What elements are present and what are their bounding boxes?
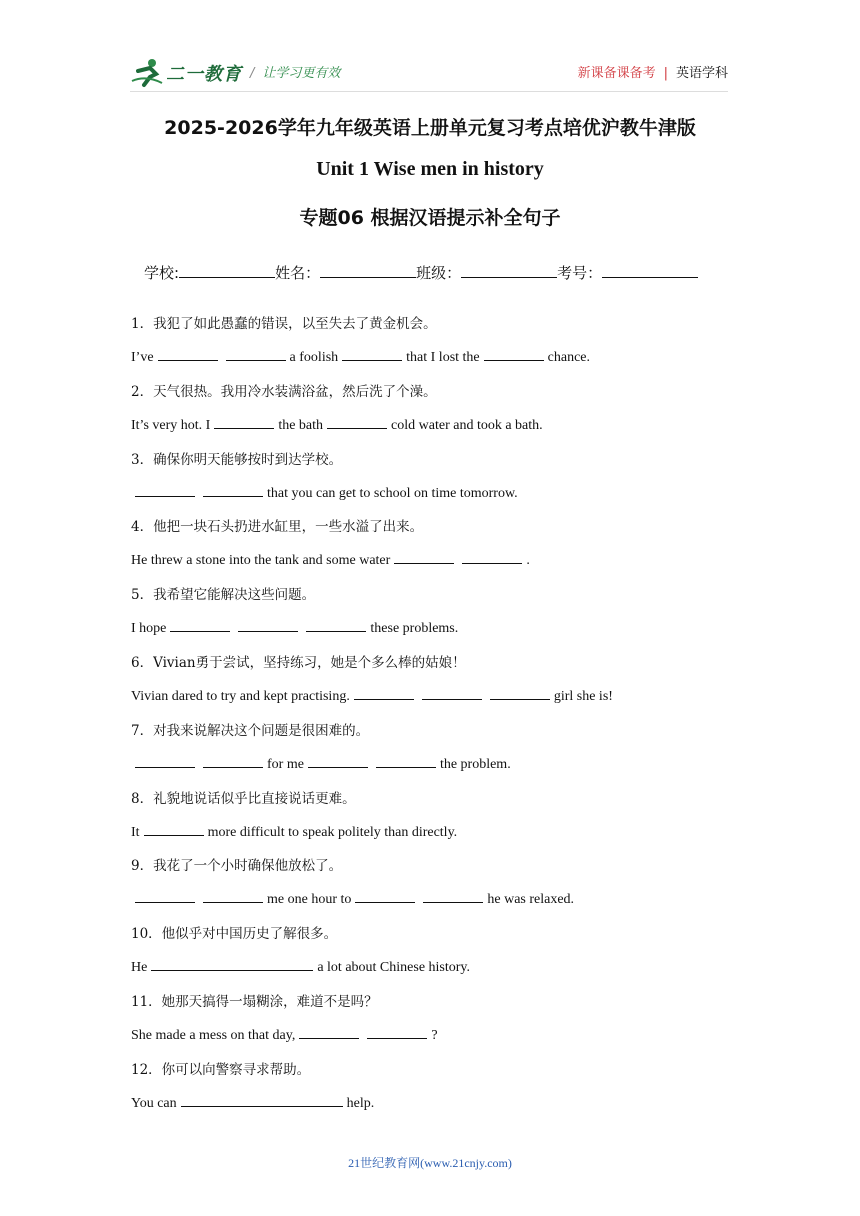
sentence-text: You can [131,1096,177,1111]
slogan-slash: / [250,66,255,81]
answer-blank[interactable] [423,890,483,903]
slogan-text: 让学习更有效 [262,66,341,81]
answer-blank[interactable] [203,890,263,903]
sentence-text: a lot about Chinese history. [317,960,471,975]
sentence-text: It [131,825,140,840]
question-4-chinese: 4．他把一块石头扔进水缸里，一些水溢了出来。 [131,519,424,535]
sentence-text: girl she is! [553,689,613,704]
question-5-chinese: 5．我希望它能解决这些问题。 [131,587,316,603]
sentence-text: that you can get to school on time tomorrow. [267,486,518,501]
sentence-text: the problem. [439,757,511,772]
question-1-english [131,348,590,368]
sentence-text: cold water and took a bath. [391,418,543,433]
question-10-chinese: 10．他似乎对中国历史了解很多。 [131,926,338,942]
sentence-text: It’s very hot. I [131,418,211,433]
question-5-english [131,619,458,639]
class-label: 班级： [416,264,462,282]
number-label: 考号： [557,264,603,282]
question-2-chinese: 2．天气很热。我用冷水装满浴盆，然后洗了个澡。 [131,384,437,400]
question-9-english [131,890,574,910]
number-blank[interactable] [602,263,698,278]
answer-blank[interactable] [299,1026,359,1039]
answer-blank[interactable] [354,687,414,700]
answer-blank[interactable] [484,348,544,361]
logo-text: 二一教育 [166,64,242,85]
name-blank[interactable] [320,263,416,278]
slogan [250,62,340,81]
answer-blank[interactable] [367,1026,427,1039]
doc-title: 2025-2026学年九年级英语上册单元复习考点培优沪教牛津版 [164,117,696,139]
answer-blank[interactable] [170,619,230,632]
question-12-chinese: 12．你可以向警察寻求帮助。 [131,1062,311,1078]
unit-title: Unit 1 Wise men in history [316,158,544,180]
header-right [578,62,728,81]
topic-title: 专题06 根据汉语提示补全句子 [299,207,561,229]
sentence-text: Vivian dared to try and kept practising. [131,689,350,704]
answer-blank[interactable] [151,958,313,971]
question-2-english [131,416,543,436]
runner-logo-icon [130,57,164,89]
sentence-text: chance. [547,350,591,365]
logo [130,56,242,90]
question-1-chinese: 1．我犯了如此愚蠢的错误，以至失去了黄金机会。 [131,316,437,332]
sentence-text: a foolish [289,350,339,365]
school-label: 学校: [144,264,180,282]
question-3-chinese: 3．确保你明天能够按时到达学校。 [131,452,343,468]
header-tag: 新课备课备考 [577,66,656,81]
answer-blank[interactable] [135,755,195,768]
answer-blank[interactable] [238,619,298,632]
header-divider [130,91,728,92]
sentence-text: I hope [131,621,167,636]
question-8-english [131,823,457,843]
answer-blank[interactable] [490,687,550,700]
answer-blank[interactable] [226,348,286,361]
sentence-text: help. [346,1096,375,1111]
page-footer: 21世纪教育网(www.21cnjy.com) [348,1156,512,1170]
header-separator: | [663,66,668,81]
sentence-text: ? [431,1028,438,1043]
question-6-english [131,687,613,707]
question-10-english [131,958,470,978]
answer-blank[interactable] [342,348,402,361]
header-subject: 英语学科 [675,66,728,81]
answer-blank[interactable] [203,755,263,768]
sentence-text: He [131,960,148,975]
sentence-text: me one hour to [267,892,352,907]
answer-blank[interactable] [422,687,482,700]
answer-blank[interactable] [394,551,454,564]
question-7-english [131,755,511,775]
name-label: 姓名： [275,264,321,282]
sentence-text: for me [267,757,304,772]
question-3-english [131,484,518,504]
answer-blank[interactable] [203,484,263,497]
question-11-chinese: 11．她那天搞得一塌糊涂，难道不是吗？ [131,994,378,1010]
sentence-text: She made a mess on that day, [131,1028,296,1043]
answer-blank[interactable] [214,416,274,429]
school-blank[interactable] [179,263,275,278]
sentence-text: these problems. [370,621,459,636]
answer-blank[interactable] [306,619,366,632]
question-9-chinese: 9．我花了一个小时确保他放松了。 [131,858,343,874]
answer-blank[interactable] [181,1094,343,1107]
sentence-text: he was relaxed. [487,892,575,907]
question-12-english [131,1094,374,1114]
answer-blank[interactable] [462,551,522,564]
question-4-english [131,551,530,571]
answer-blank[interactable] [308,755,368,768]
sentence-text: more difficult to speak politely than directly. [207,825,458,840]
answer-blank[interactable] [135,484,195,497]
answer-blank[interactable] [144,823,204,836]
answer-blank[interactable] [158,348,218,361]
student-info [144,262,698,283]
sentence-text: . [526,553,530,568]
answer-blank[interactable] [376,755,436,768]
answer-blank[interactable] [355,890,415,903]
answer-blank[interactable] [327,416,387,429]
sentence-text: the bath [278,418,324,433]
answer-blank[interactable] [135,890,195,903]
sentence-text: that I lost the [406,350,480,365]
question-8-chinese: 8．礼貌地说话似乎比直接说话更难。 [131,791,356,807]
class-blank[interactable] [461,263,557,278]
question-6-chinese: 6．Vivian勇于尝试，坚持练习，她是个多么棒的姑娘！ [131,655,466,671]
question-7-chinese: 7．对我来说解决这个问题是很困难的。 [131,723,370,739]
page-header [130,56,728,92]
sentence-text: I’ve [131,350,154,365]
sentence-text: He threw a stone into the tank and some water [131,553,391,568]
question-11-english [131,1026,438,1046]
